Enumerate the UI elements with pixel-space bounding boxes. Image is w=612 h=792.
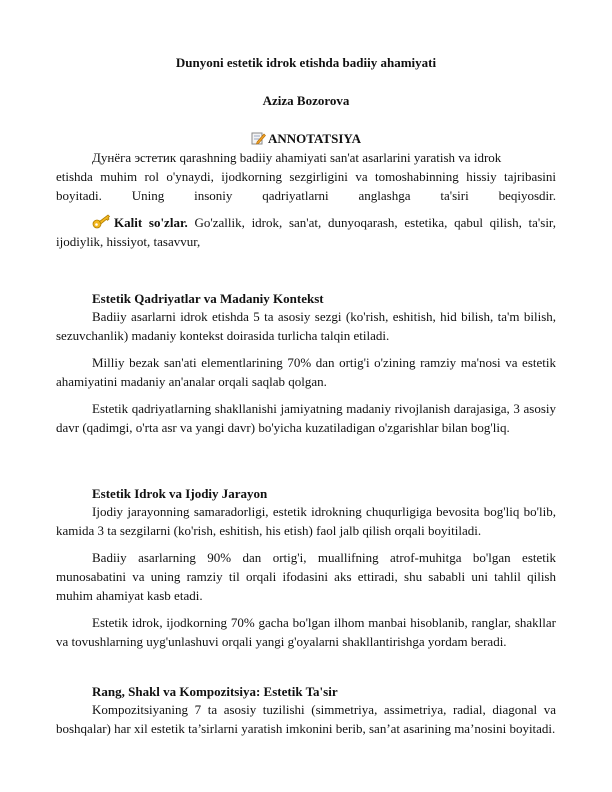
section-paragraph: Badiiy asarlarning 90% dan ortig'i, muallifning atrof-muhitga bo'lgan estetik munosabatini va uning ramziy til orqali ifodasini aks ettiradi, shu sababli uni tahlil qilish muhim ahamiyat kasb etadi. <box>56 550 556 603</box>
key-icon <box>92 214 112 229</box>
keywords-label: Kalit so'zlar. <box>114 215 188 230</box>
annotation-heading: ANNOTATSIYA <box>268 131 361 146</box>
section-heading: Estetik Idrok va Ijodiy Jarayon <box>92 486 268 501</box>
section-heading: Rang, Shakl va Kompozitsiya: Estetik Ta'sir <box>92 684 338 699</box>
section-paragraph: Estetik qadriyatlarning shakllanishi jamiyatning madaniy rivojlanish darajasiga, 3 asosiy davr (qadimgi, o'rta asr va yangi davr) bo'yicha kuzatiladigan o'zgarishlar bilan bog'liq. <box>56 401 556 435</box>
keywords-text: Go'zallik, idrok, san'at, dunyoqarash, estetika, qabul qilish, ta'sir, ijodiylik, hissiyot, tasavvur, <box>56 215 556 249</box>
annotation-line-2: etishda muhim rol o'ynaydi, ijodkorning sezgirligini va tomoshabinning hissiy tajribasini <box>56 169 556 184</box>
document-title: Dunyoni estetik idrok etishda badiiy ahamiyati <box>175 55 437 70</box>
author-name: Aziza Bozorova <box>262 93 350 108</box>
section-paragraph: Badiiy asarlarni idrok etishda 5 ta asosiy sezgi (ko'rish, eshitish, hid bilish, ta'm bilish, sezuvchanlik) madaniy kontekst doirasida turlicha talqin etiladi. <box>56 309 556 343</box>
section-paragraph: Kompozitsiyaning 7 ta asosiy tuzilishi (simmetriya, assimetriya, radial, diagonal va boshqalar) har xil estetik ta’sirlarni yaratish imkonini berib, san’at asarining ma’nosini boyitadi. <box>56 702 556 736</box>
section-paragraph: Milliy bezak san'ati elementlarining 70% dan ortig'i o'zining ramziy ma'nosi va estetik ahamiyatini madaniy an'analar orqali saqlab qolgan. <box>56 355 556 389</box>
section-paragraph: Estetik idrok, ijodkorning 70% gacha bo'lgan ilhom manbai hisoblanib, ranglar, shakllar va tovushlarning uyg'unlashuvi orqali yangi g'oyalarni shakllantirishga yordam beradi. <box>56 615 556 649</box>
annotation-text <box>56 148 556 205</box>
section-paragraph: Ijodiy jarayonning samaradorligi, estetik idrokning chuqurligiga bevosita bog'liq bo'lib, kamida 3 ta sezgilarni (ko'rish, eshitish, his etish) faol jalb qilish orqali boyitiladi. <box>56 504 556 538</box>
annotation-heading-row <box>0 131 612 147</box>
memo-pencil-icon <box>251 131 266 145</box>
keywords-paragraph <box>56 213 556 251</box>
annotation-line-3: boyitadi. Uning insoniy qadriyatlarni anglashga ta'siri beqiyosdir. <box>56 188 556 203</box>
section-heading: Estetik Qadriyatlar va Madaniy Kontekst <box>92 291 324 306</box>
annotation-line-1: Дунёга эстетик qarashning badiiy ahamiyati san'at asarlarini yaratish va idrok <box>92 150 502 165</box>
